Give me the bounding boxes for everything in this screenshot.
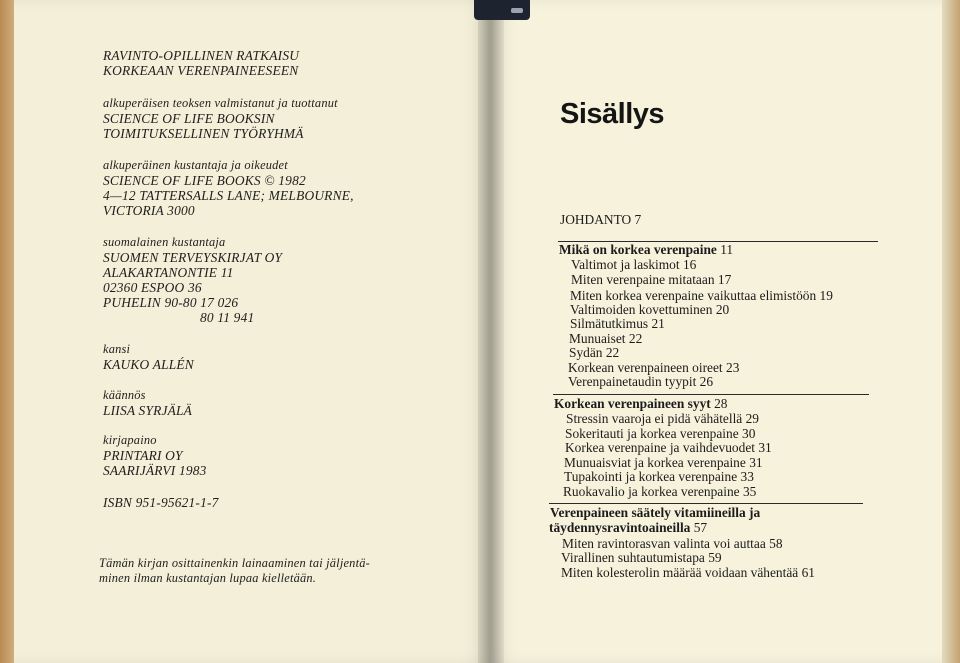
finnish-publisher-line: 80 11 941 xyxy=(200,310,255,325)
toc-intro-label: JOHDANTO xyxy=(560,212,632,227)
toc-intro xyxy=(560,212,641,228)
section-heading-label: Mikä on korkea verenpaine xyxy=(559,242,717,257)
toc-item-page: 23 xyxy=(726,360,740,375)
finnish-publisher-label: suomalainen kustantaja xyxy=(103,235,226,249)
page-edges xyxy=(942,0,960,663)
book-spine xyxy=(478,0,504,663)
section-heading-page: 57 xyxy=(693,520,708,535)
toc-item-page: 35 xyxy=(742,484,757,499)
producer-line: TOIMITUKSELLINEN TYÖRYHMÄ xyxy=(103,126,304,141)
toc-item xyxy=(570,316,665,332)
toc-item-label: Valtimot ja laskimot xyxy=(571,257,680,272)
notice-line: Tämän kirjan osittainenkin lainaaminen tai jäljentä- xyxy=(99,556,370,570)
toc-item-label: Miten ravintorasvan valinta voi auttaa xyxy=(562,536,766,551)
toc-item-label: Stressin vaaroja ei pidä vähätellä xyxy=(566,411,743,426)
toc-item-label: Valtimoiden kovettuminen xyxy=(570,302,713,317)
toc-section-heading xyxy=(550,505,760,521)
copyright-notice xyxy=(99,556,370,586)
toc-item-label: Munuaisviat ja korkea verenpaine xyxy=(564,455,746,470)
section-heading-page: 28 xyxy=(714,396,728,411)
toc-item-label: Munuaiset xyxy=(569,331,626,346)
toc-item-page: 29 xyxy=(745,411,759,426)
finnish-publisher-line: PUHELIN 90-80 17 026 xyxy=(103,295,239,310)
producer-block xyxy=(103,96,338,141)
translation-label: käännös xyxy=(103,388,146,402)
publisher-label: alkuperäinen kustantaja ja oikeudet xyxy=(103,158,288,172)
toc-item-label: Virallinen suhtautumistapa xyxy=(561,550,705,565)
toc-item-label: Tupakointi ja korkea verenpaine xyxy=(564,469,738,484)
section-divider xyxy=(549,503,863,504)
printer-block xyxy=(103,433,207,478)
toc-item-page: 17 xyxy=(717,272,732,287)
toc-item-label: Sydän xyxy=(569,345,603,360)
toc-item-page: 21 xyxy=(651,316,665,331)
clip-highlight xyxy=(511,8,523,13)
toc-item xyxy=(571,272,731,288)
title-line: KORKEAAN VERENPAINEESEEN xyxy=(103,63,299,78)
toc-item xyxy=(564,469,754,485)
toc-item-page: 31 xyxy=(749,455,763,470)
producer-label: alkuperäisen teoksen valmistanut ja tuottanut xyxy=(103,96,338,110)
toc-item-page: 19 xyxy=(819,288,833,303)
toc-item-page: 22 xyxy=(605,345,620,360)
section-heading-line: Verenpaineen säätely vitamiineilla ja xyxy=(550,505,761,520)
toc-item-label: Korkea verenpaine ja vaihdevuodet xyxy=(565,440,755,455)
printer-line: PRINTARI OY xyxy=(103,448,183,463)
finnish-publisher-block xyxy=(103,235,282,325)
notice-line: minen ilman kustantajan lupaa kielletään. xyxy=(99,571,317,585)
cover-name: KAUKO ALLÉN xyxy=(103,357,194,372)
toc-item-label: Miten verenpaine mitataan xyxy=(571,272,715,287)
printer-label: kirjapaino xyxy=(103,433,157,447)
producer-line: SCIENCE OF LIFE BOOKSIN xyxy=(103,111,275,126)
isbn-text: ISBN 951-95621-1-7 xyxy=(103,495,219,510)
toc-section-heading xyxy=(554,396,727,412)
toc-item-page: 31 xyxy=(758,440,772,455)
toc-item-page: 22 xyxy=(628,331,643,346)
toc-item-label: Verenpainetaudin tyypit xyxy=(568,374,697,389)
toc-item-page: 26 xyxy=(699,374,714,389)
toc-item-page: 59 xyxy=(708,550,722,565)
book-title xyxy=(103,48,299,78)
section-heading-page: 11 xyxy=(720,242,734,257)
toc-item xyxy=(561,565,815,581)
toc-item xyxy=(563,484,756,500)
section-heading-line: täydennysravintoaineilla xyxy=(549,520,691,535)
toc-item-label: Miten kolesterolin määrää voidaan vähentää xyxy=(561,565,799,580)
toc-intro-page: 7 xyxy=(634,212,642,227)
toc-item xyxy=(568,374,713,390)
toc-item-page: 58 xyxy=(769,536,783,551)
toc-item xyxy=(561,550,722,566)
toc-item-label: Korkean verenpaineen oireet xyxy=(568,360,723,375)
publisher-block xyxy=(103,158,354,218)
toc-item xyxy=(571,257,696,273)
finnish-publisher-line: ALAKARTANONTIE 11 xyxy=(103,265,234,280)
toc-item-label: Ruokavalio ja korkea verenpaine xyxy=(563,484,740,499)
section-heading-label: Korkean verenpaineen syyt xyxy=(554,396,711,411)
toc-item-label: Miten korkea verenpaine vaikuttaa elimistöön xyxy=(570,288,817,303)
translation-name: LIISA SYRJÄLÄ xyxy=(103,403,193,418)
toc-item-page: 61 xyxy=(801,565,815,580)
title-line: RAVINTO-OPILLINEN RATKAISU xyxy=(103,48,300,63)
toc-item xyxy=(569,345,619,361)
toc-item-label: Sokeritauti ja korkea verenpaine xyxy=(565,426,739,441)
toc-item xyxy=(566,411,759,427)
finnish-publisher-line: 02360 ESPOO 36 xyxy=(103,280,202,295)
cover-block xyxy=(103,342,194,372)
toc-item xyxy=(565,440,772,456)
translation-block xyxy=(103,388,192,418)
toc-item-page: 20 xyxy=(715,302,730,317)
section-divider xyxy=(553,394,869,395)
publisher-line: VICTORIA 3000 xyxy=(103,203,195,218)
toc-item-label: Silmätutkimus xyxy=(570,316,649,331)
toc-section-heading xyxy=(559,242,733,258)
cover-label: kansi xyxy=(103,342,131,356)
toc-title: Sisällys xyxy=(560,98,665,130)
isbn xyxy=(103,495,219,510)
toc-item-page: 30 xyxy=(742,426,756,441)
finnish-publisher-line: SUOMEN TERVEYSKIRJAT OY xyxy=(103,250,283,265)
printer-line: SAARIJÄRVI 1983 xyxy=(103,463,207,478)
toc-item-page: 16 xyxy=(682,257,697,272)
toc-item-page: 33 xyxy=(740,469,754,484)
toc-section-heading xyxy=(549,520,707,536)
publisher-line: 4—12 TATTERSALLS LANE; MELBOURNE, xyxy=(103,188,354,203)
publisher-line: SCIENCE OF LIFE BOOKS © 1982 xyxy=(103,173,306,188)
